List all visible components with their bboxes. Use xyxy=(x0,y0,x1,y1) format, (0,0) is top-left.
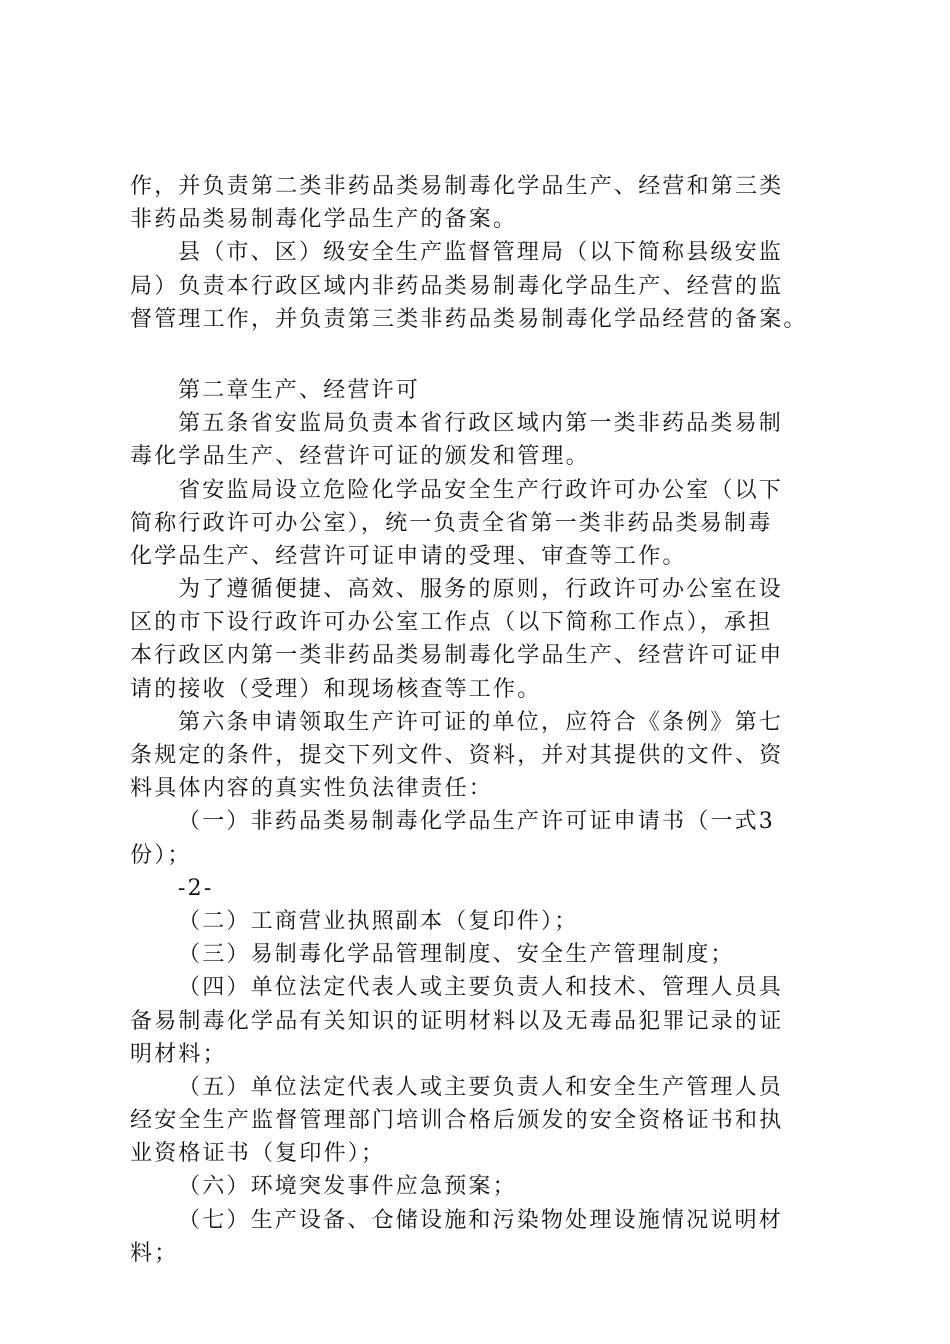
text-line: 毒化学品生产、经营许可证的颁发和管理。 xyxy=(130,444,590,470)
text-line: 本行政区内第一类非药品类易制毒化学品生产、经营许可证申 xyxy=(130,643,784,669)
text-line: 请的接收（受理）和现场核查等工作。 xyxy=(130,676,542,702)
list-item: （五）单位法定代表人或主要负责人和安全生产管理人员 xyxy=(178,1074,784,1100)
list-item: （二）工商营业执照副本（复印件）； xyxy=(178,908,579,934)
page-number: -2- xyxy=(178,875,214,901)
text-line: 为了遵循便捷、高效、服务的原则，行政许可办公室在设 xyxy=(178,577,784,603)
text-line: 料具体内容的真实性负法律责任： xyxy=(130,776,494,802)
list-item: （三）易制毒化学品管理制度、安全生产管理制度； xyxy=(178,942,735,968)
text-line: 经安全生产监督管理部门培训合格后颁发的安全资格证书和执 xyxy=(130,1108,784,1134)
text-line: 化学品生产、经营许可证申请的受理、审查等工作。 xyxy=(130,543,687,569)
chapter-heading: 第二章生产、经营许可 xyxy=(178,377,421,403)
text-line: 局）负责本行政区域内非药品类易制毒化学品生产、经营的监 xyxy=(130,273,784,299)
text-line: 条规定的条件，提交下列文件、资料，并对其提供的文件、资 xyxy=(130,743,784,768)
text-line: 业资格证书（复印件）； xyxy=(130,1141,386,1167)
text-line: 省安监局设立危险化学品安全生产行政许可办公室（以下 xyxy=(178,477,784,503)
document-body xyxy=(130,170,830,1270)
list-item: （七）生产设备、仓储设施和污染物处理设施情况说明材 xyxy=(178,1207,784,1233)
text-line: 非药品类易制毒化学品生产的备案。 xyxy=(130,207,518,233)
text-line: 料； xyxy=(130,1240,179,1266)
text-line: 备易制毒化学品有关知识的证明材料以及无毒品犯罪记录的证 xyxy=(130,1008,784,1034)
text-line: 简称行政许可办公室），统一负责全省第一类非药品类易制毒 xyxy=(130,510,773,536)
text-line: 第六条申请领取生产许可证的单位，应符合《条例》第七 xyxy=(178,709,784,735)
text-line: 作，并负责第二类非药品类易制毒化学品生产、经营和第三类 xyxy=(130,174,784,199)
text-line: 区的市下设行政许可办公室工作点（以下简称工作点），承担 xyxy=(130,610,773,636)
blank-line xyxy=(130,336,830,374)
list-item: （四）单位法定代表人或主要负责人和技术、管理人员具 xyxy=(178,975,784,1001)
text-line: 县（市、区）级安全生产监督管理局（以下简称县级安监 xyxy=(178,240,784,266)
text-line: 明材料； xyxy=(130,1041,227,1067)
list-item: （一）非药品类易制毒化学品生产许可证申请书（一式3 xyxy=(178,809,775,835)
text-line: 第五条省安监局负责本省行政区域内第一类非药品类易制 xyxy=(178,411,784,437)
text-line: 份）； xyxy=(130,842,192,868)
text-line: 督管理工作，并负责第三类非药品类易制毒化学品经营的备案。 xyxy=(130,306,808,332)
list-item: （六）环境突发事件应急预案； xyxy=(178,1174,517,1200)
